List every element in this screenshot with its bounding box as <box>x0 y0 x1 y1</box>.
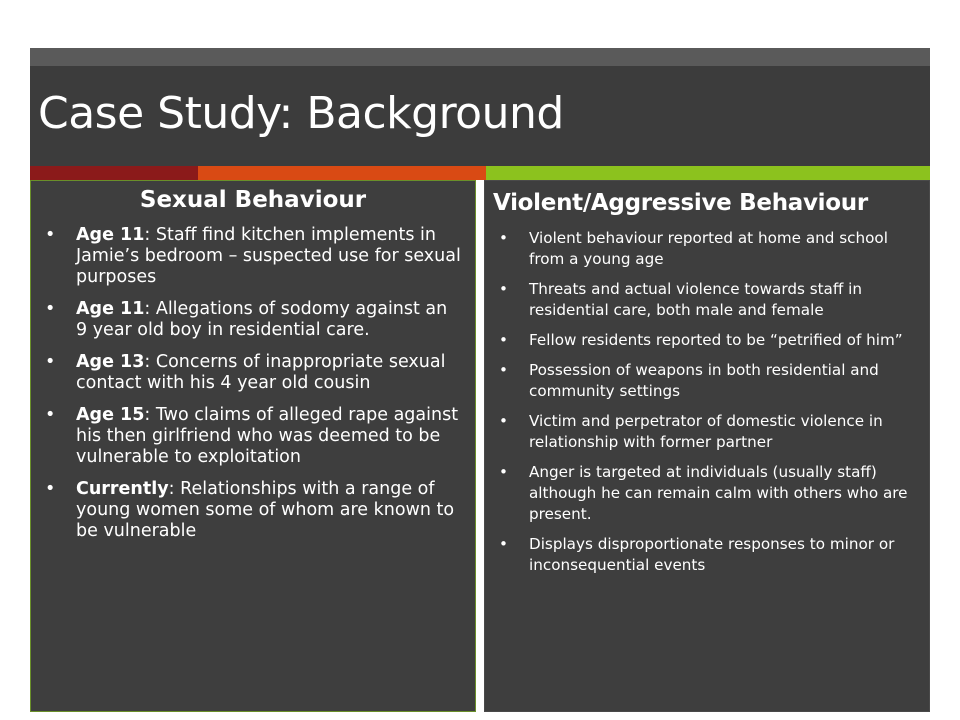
bullet-icon: • <box>45 299 56 319</box>
item-text: : Relationships with a range of young women some of whom are known to be vulnerable <box>76 479 455 541</box>
item-text: : Concerns of inappropriate sexual contact with his 4 year old cousin <box>76 352 446 393</box>
item-text: Fellow residents reported to be “petrified of him” <box>529 331 903 349</box>
list-item <box>499 462 917 525</box>
item-lead: Age 11 <box>76 299 145 319</box>
list-item <box>499 534 917 576</box>
sexual-behaviour-list <box>31 213 475 542</box>
item-lead: Age 15 <box>76 405 145 425</box>
bullet-icon: • <box>499 229 508 247</box>
item-lead: Currently <box>76 479 169 499</box>
item-text: Threats and actual violence towards staff in residential care, both male and female <box>529 280 863 319</box>
item-text: Anger is targeted at individuals (usually staff) although he can remain calm with others who are present. <box>529 463 908 523</box>
accent-bar-orange <box>198 166 486 180</box>
title-band <box>30 66 930 166</box>
item-text: : Allegations of sodomy against an 9 year old boy in residential care. <box>76 299 448 340</box>
accent-bar-red <box>30 166 198 180</box>
bullet-icon: • <box>45 405 56 425</box>
list-item <box>45 479 461 542</box>
bullet-icon: • <box>45 225 56 245</box>
item-text: : Staff find kitchen implements in Jamie’s bedroom – suspected use for sexual purposes <box>76 225 461 287</box>
bullet-icon: • <box>45 479 56 499</box>
item-lead: Age 13 <box>76 352 145 372</box>
violent-behaviour-panel <box>484 180 930 712</box>
item-lead: Age 11 <box>76 225 145 245</box>
item-text: : Two claims of alleged rape against his then girlfriend who was deemed to be vulnerable to exploitation <box>76 405 459 467</box>
bullet-icon: • <box>499 412 508 430</box>
list-item <box>499 279 917 321</box>
list-item <box>45 299 461 341</box>
item-text: Displays disproportionate responses to minor or inconsequential events <box>529 535 895 574</box>
bullet-icon: • <box>499 463 508 481</box>
list-item <box>45 405 461 468</box>
bullet-icon: • <box>499 331 508 349</box>
violent-behaviour-list <box>485 216 929 576</box>
sexual-behaviour-heading: Sexual Behaviour <box>139 187 367 213</box>
sexual-behaviour-panel <box>30 180 476 712</box>
item-text: Possession of weapons in both residential and community settings <box>529 361 879 400</box>
list-item <box>499 411 917 453</box>
list-item <box>499 330 917 351</box>
item-text: Violent behaviour reported at home and school from a young age <box>529 229 888 268</box>
bullet-icon: • <box>499 280 508 298</box>
list-item <box>45 352 461 394</box>
bullet-icon: • <box>499 535 508 553</box>
accent-bar-green <box>486 166 930 180</box>
list-item <box>499 228 917 270</box>
list-item <box>45 225 461 288</box>
violent-behaviour-heading: Violent/Aggressive Behaviour <box>493 190 868 216</box>
top-strip <box>30 48 930 66</box>
bullet-icon: • <box>499 361 508 379</box>
list-item <box>499 360 917 402</box>
bullet-icon: • <box>45 352 56 372</box>
slide-title: Case Study: Background <box>38 88 564 139</box>
item-text: Victim and perpetrator of domestic violence in relationship with former partner <box>529 412 883 451</box>
